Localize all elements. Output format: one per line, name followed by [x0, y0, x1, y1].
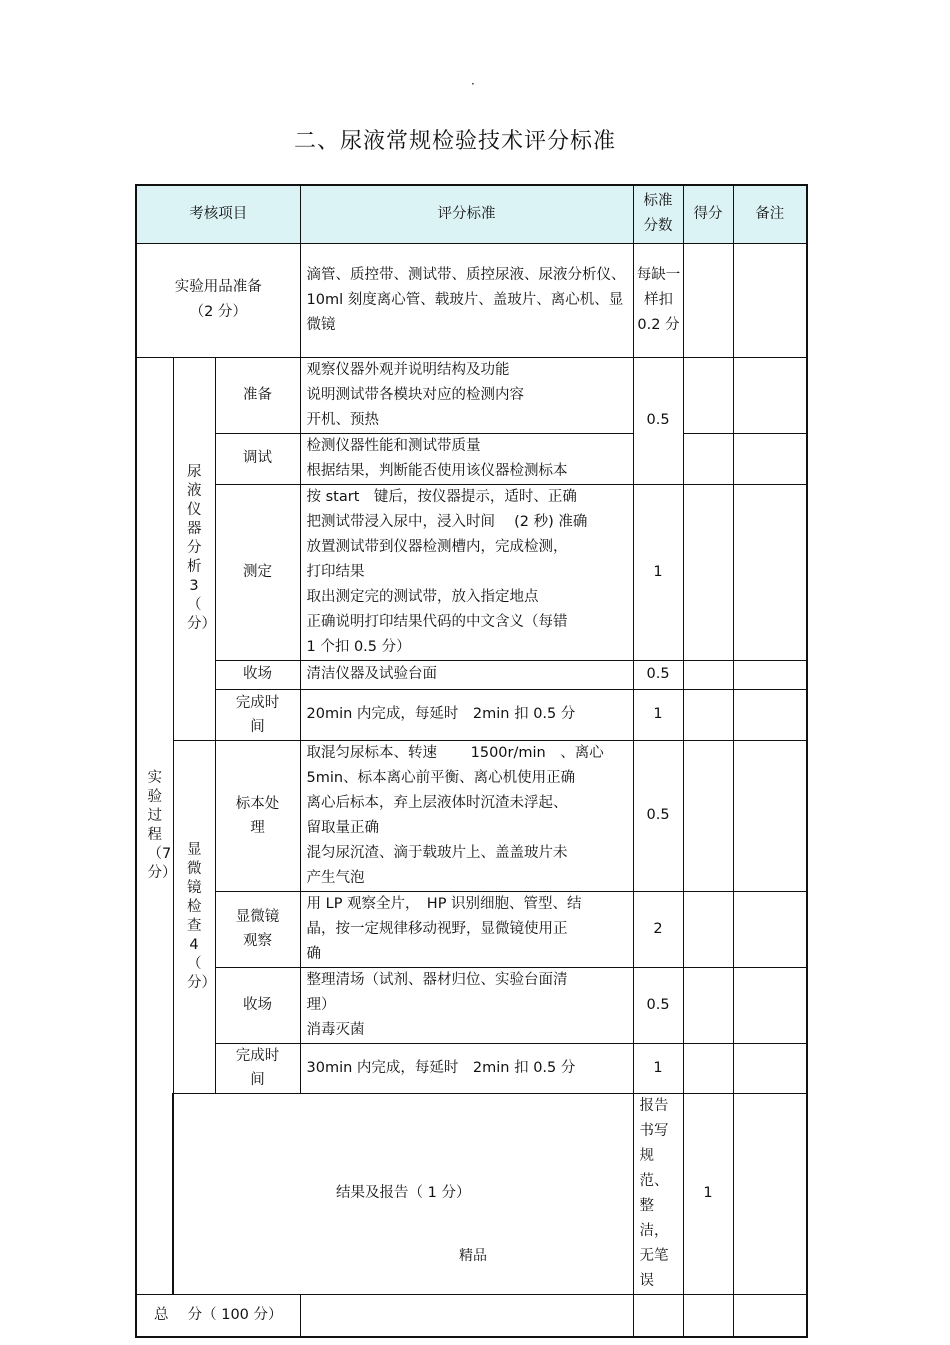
analyzer-step: 收场 [215, 660, 300, 689]
analyzer-score: 1 [633, 689, 683, 740]
microscope-score: 1 [633, 1043, 683, 1093]
header-item: 考核项目 [136, 185, 300, 243]
microscope-step: 收场 [215, 967, 300, 1043]
score-cell [683, 891, 733, 967]
header-criteria: 评分标准 [300, 185, 633, 243]
analyzer-step: 测定 [215, 484, 300, 660]
result-score: 1 [683, 1093, 733, 1294]
score-cell [683, 740, 733, 891]
footer-text: 精品 [459, 1248, 487, 1264]
score-cell [683, 660, 733, 689]
remarks-cell [733, 689, 807, 740]
process-label: 实验过程（7 分） [136, 357, 173, 1294]
total-standard-cell [633, 1294, 683, 1337]
score-cell [683, 357, 733, 433]
score-cell [683, 967, 733, 1043]
analyzer-step: 调试 [215, 433, 300, 484]
microscope-criteria: 用 LP 观察全片， HP 识别细胞、管型、结 晶，按一定规律移动视野，显微镜使用正 确 [300, 891, 633, 967]
score-cell [683, 484, 733, 660]
remarks-cell [733, 1043, 807, 1093]
analyzer-score: 0.5 [633, 660, 683, 689]
prep-score: 每缺一样扣 0.2 分 [633, 243, 683, 357]
score-cell [683, 1043, 733, 1093]
prep-remarks-cell [733, 243, 807, 357]
header-standard-score: 标准分数 [633, 185, 683, 243]
analyzer-step: 准备 [215, 357, 300, 433]
result-label: 结果及报告（ 1 分） [173, 1093, 633, 1294]
analyzer-score: 0.5 [633, 357, 683, 484]
score-cell [683, 1294, 733, 1337]
microscope-label: 显微镜检查 4（ 分） [173, 740, 215, 1093]
microscope-score: 0.5 [633, 967, 683, 1043]
microscope-step: 标本处理 [215, 740, 300, 891]
analyzer-score: 1 [633, 484, 683, 660]
prep-row [136, 243, 807, 357]
header-remarks: 备注 [733, 185, 807, 243]
header-row [136, 185, 807, 243]
remarks-cell [733, 891, 807, 967]
analyzer-label: 尿液仪器分析 3（ 分） [173, 357, 215, 740]
header-score: 得分 [683, 185, 733, 243]
remarks-cell [733, 660, 807, 689]
score-cell [683, 689, 733, 740]
page-title: 二、尿液常规检验技术评分标准 [293, 129, 616, 154]
scoring-table [135, 184, 808, 1338]
result-criteria: 报告书写规范、整洁，无笔误 [633, 1093, 683, 1294]
total-criteria-cell [300, 1294, 633, 1337]
microscope-score: 2 [633, 891, 683, 967]
analyzer-criteria: 检测仪器性能和测试带质量 根据结果，判断能否使用该仪器检测标本 [300, 433, 633, 484]
prep-criteria: 滴管、质控带、测试带、质控尿液、尿液分析仪、 10ml 刻度离心管、载玻片、盖玻片、离心机、显微镜 [300, 243, 633, 357]
analyzer-criteria: 按 start 键后，按仪器提示，适时、正确 把测试带浸入尿中，浸入时间 (2 秒) 准确 放置测试带到仪器检测槽内，完成检测， 打印结果 取出测定完的测试带，放入指定地点 正确说明打印结果代码的中文含义（每错 1 个扣 0.5 分） [300, 484, 633, 660]
microscope-criteria: 整理清场（试剂、器材归位、实验台面清 理） 消毒灭菌 [300, 967, 633, 1043]
total-label: 总 分（ 100 分） [136, 1294, 300, 1337]
microscope-step: 显微镜观察 [215, 891, 300, 967]
remarks-cell [733, 1294, 807, 1337]
score-cell [683, 433, 733, 484]
remarks-cell [733, 433, 807, 484]
remarks-cell [733, 484, 807, 660]
microscope-criteria: 取混匀尿标本、转速 1500r/min 、离心 5min、标本离心前平衡、离心机使用正确 离心后标本，弃上层液体时沉渣未浮起、 留取量正确 混匀尿沉渣、滴于载玻片上、盖盖玻片未 产生气泡 [300, 740, 633, 891]
microscope-criteria: 30min 内完成，每延时 2min 扣 0.5 分 [300, 1043, 633, 1093]
remarks-cell [733, 967, 807, 1043]
analyzer-criteria: 20min 内完成，每延时 2min 扣 0.5 分 [300, 689, 633, 740]
prep-score-cell [683, 243, 733, 357]
microscope-score: 0.5 [633, 740, 683, 891]
header-dot: · [471, 77, 475, 91]
remarks-cell [733, 357, 807, 433]
microscope-step: 完成时间 [215, 1043, 300, 1093]
remarks-cell [733, 740, 807, 891]
total-row [136, 1294, 807, 1337]
analyzer-criteria: 清洁仪器及试验台面 [300, 660, 633, 689]
analyzer-step: 完成时间 [215, 689, 300, 740]
analyzer-criteria: 观察仪器外观并说明结构及功能 说明测试带各模块对应的检测内容 开机、预热 [300, 357, 633, 433]
prep-label: 实验用品准备（2 分） [136, 243, 300, 357]
